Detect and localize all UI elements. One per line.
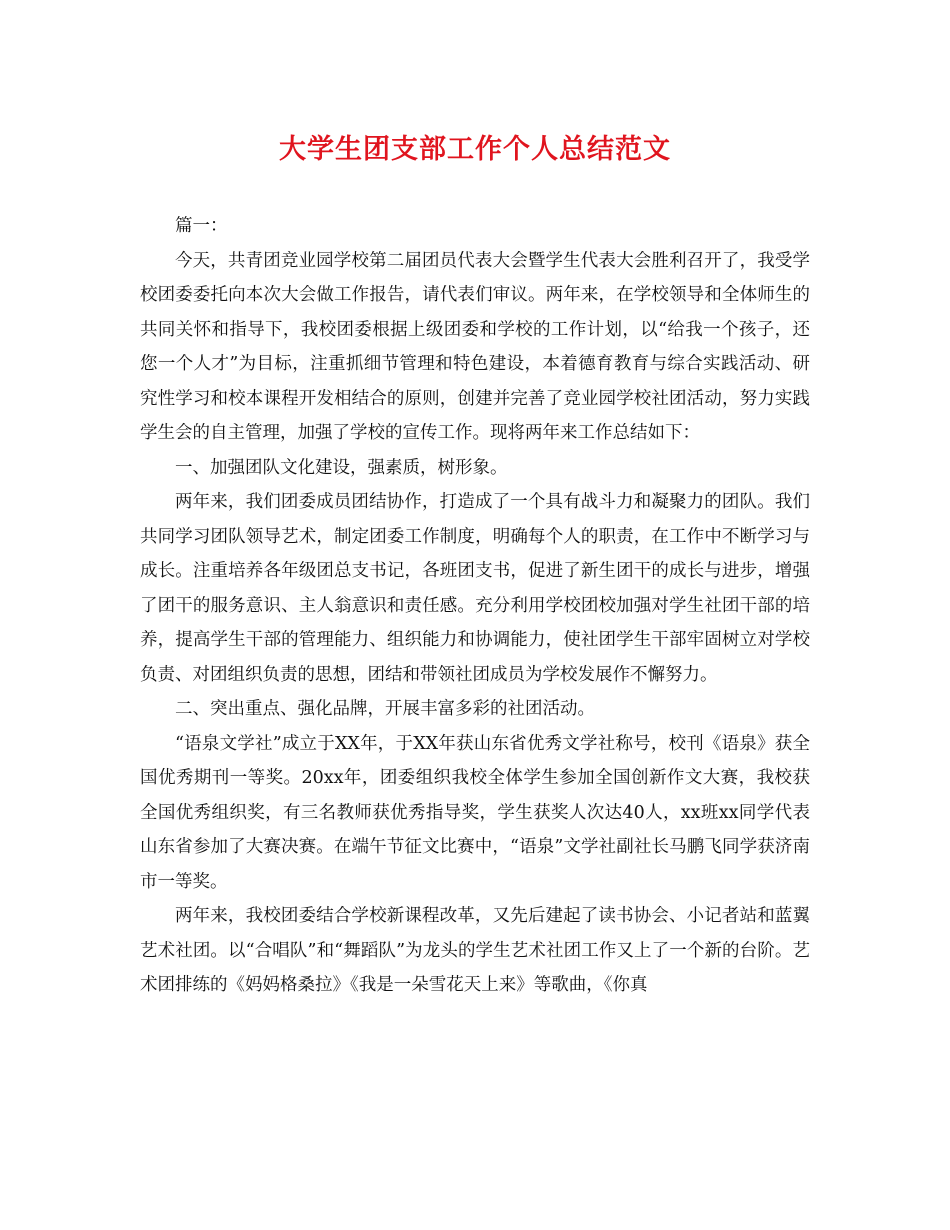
- body-paragraph: 两年来，我校团委结合学校新课程改革，又先后建起了读书协会、小记者站和蓝翼艺术社团。以“合唱队”和“舞蹈队”为龙头的学生艺术社团工作又上了一个新的台阶。艺术团排练的《妈妈格桑拉》《我是一朵雪花天上来》等歌曲，《你真: [140, 906, 810, 995]
- document-body: [140, 209, 810, 1003]
- body-paragraph: 两年来，我们团委成员团结协作，打造成了一个具有战斗力和凝聚力的团队。我们共同学习团队领导艺术，制定团委工作制度，明确每个人的职责，在工作中不断学习与成长。注重培养各年级团总支书记，各班团支书，促进了新生团干的成长与进步，增强了团干的服务意识、主人翁意识和责任感。充分利用学校团校加强对学生社团干部的培养，提高学生干部的管理能力、组织能力和协调能力，使社团学生干部牢固树立对学校负责、对团组织负责的思想，团结和带领社团成员为学校发展作不懈努力。: [140, 492, 810, 685]
- section-label: 篇一：: [175, 216, 228, 236]
- body-paragraph: “语泉文学社”成立于XX年，于XX年获山东省优秀文学社称号，校刊《语泉》获全国优秀期刊一等奖。20xx年，团委组织我校全体学生参加全国创新作文大赛，我校获全国优秀组织奖，有三名教师获优秀指导奖，学生获奖人次达40人，xx班xx同学代表山东省参加了大赛决赛。在端午节征文比赛中，“语泉”文学社副社长马鹏飞同学获济南市一等奖。: [140, 733, 810, 892]
- document-title: 大学生团支部工作个人总结范文: [279, 134, 671, 165]
- section-heading-2: 二、突出重点、强化品牌，开展丰富多彩的社团活动。: [175, 699, 595, 719]
- section-heading-1: 一、加强团队文化建设，强素质，树形象。: [175, 457, 508, 478]
- intro-paragraph: 今天，共青团竞业园学校第二届团员代表大会暨学生代表大会胜利召开了，我受学校团委委托向本次大会做工作报告，请代表们审议。两年来，在学校领导和全体师生的共同关怀和指导下，我校团委根据上级团委和学校的工作计划，以“给我一个孩子，还您一个人才”为目标，注重抓细节管理和特色建设，本着德育教育与综合实践活动、研究性学习和校本课程开发相结合的原则，创建并完善了竞业园学校社团活动，努力实践学生会的自主管理，加强了学校的宣传工作。现将两年来工作总结如下：: [140, 250, 810, 443]
